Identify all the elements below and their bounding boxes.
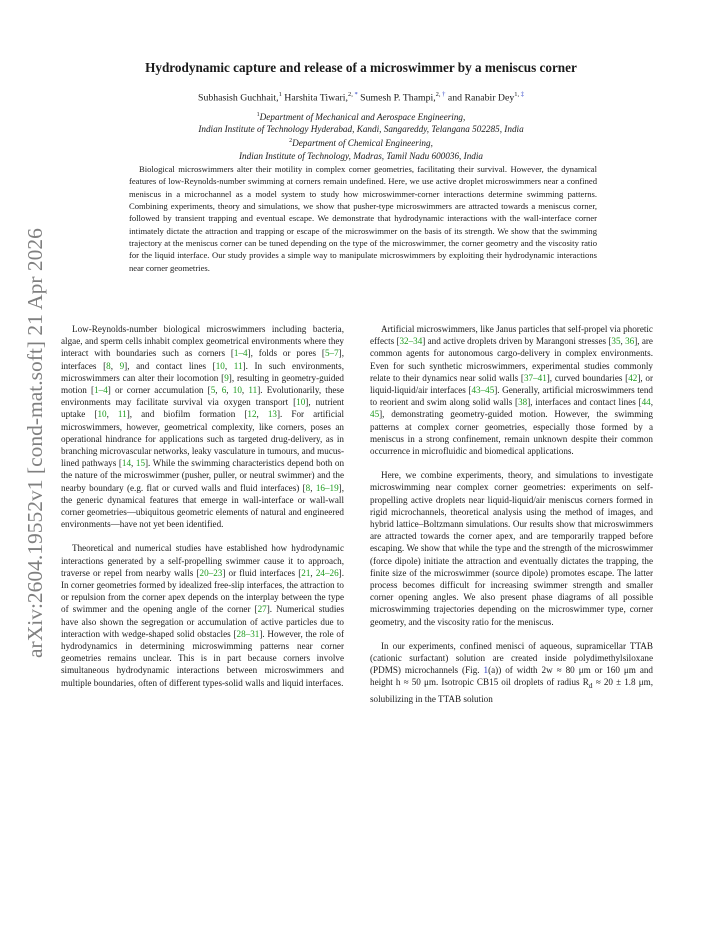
citation-link[interactable]: 9 (224, 372, 229, 383)
citation-link[interactable]: 12 (247, 409, 257, 420)
author-affiliation-marker: 2, * (347, 91, 358, 98)
citation-link[interactable]: 45 (370, 409, 380, 420)
author-name: and Ranabir Dey (447, 92, 515, 104)
citation-link[interactable]: 6 (221, 385, 227, 396)
figure-link[interactable]: 1 (483, 665, 489, 676)
arxiv-stamp-svg (14, 218, 50, 658)
author-list (60, 91, 662, 103)
citation-link[interactable]: 5–7 (324, 348, 339, 359)
author-name: Sumesh P. Thampi, (360, 92, 436, 104)
citation-link[interactable]: 21 (301, 567, 311, 578)
author-name: Harshita Tiwari, (284, 92, 348, 104)
citation-link[interactable]: 1–4 (233, 348, 248, 359)
citation-link[interactable]: 43–45 (471, 385, 495, 396)
citation-link[interactable]: 44 (641, 397, 651, 408)
author-affiliation-marker: 1 (278, 91, 282, 98)
citation-link[interactable]: 1–4 (94, 385, 108, 396)
citation-link[interactable]: 11 (117, 409, 127, 420)
citation-link[interactable]: 11 (233, 360, 243, 371)
citation-link[interactable]: 16–19 (315, 482, 339, 493)
citation-link[interactable]: 8 (305, 482, 311, 493)
corresponding-author-link[interactable]: ‡ (520, 91, 524, 98)
citation-link[interactable]: 13 (267, 409, 277, 420)
arxiv-identifier-stamp (14, 218, 50, 658)
body-paragraph: Here, we combine experiments, theory, and simulations to investigate microswimming near complex corner geometries: experiments on self-propelling active droplets near liquid-liquid/air meniscus corners formed in rigid microchannels, theoretical analysis using the method of images, and hybrid lattice–Boltzmann simulations. Our results show that microswimmers are attracted towards the corner apex, and are temporarily trapped before escaping. We show that while the type and the strength of the microswimmer (force dipole) initiate the attraction and eventually dictates the trapping, the finite size of the microswimmer (source dipole) promotes escape. The latter process becomes difficult for increasing swimmer strength and smaller corner opening angles. We also present phase diagrams of all possible microswimming trajectories depending on the microswimmer type, corner geometry, and the viscosity ratio for the meniscus. (370, 470, 653, 627)
citation-link[interactable]: 10 (296, 397, 306, 408)
citation-link[interactable]: 11 (248, 385, 258, 396)
affiliation-1-marker: 1 (256, 112, 260, 118)
corresponding-author-link[interactable]: * (354, 91, 358, 98)
affiliation-2-marker: 2 (289, 138, 293, 145)
corresponding-author-link[interactable]: † (442, 91, 446, 98)
citation-link[interactable]: 10 (232, 385, 242, 396)
citation-link[interactable]: 14 (121, 458, 132, 469)
citation-link[interactable]: 24–26 (315, 567, 339, 578)
citation-link[interactable]: 15 (135, 458, 145, 469)
affiliation-1-line-1 (60, 109, 662, 123)
citation-link[interactable]: 35 (611, 336, 621, 347)
affiliation-1-dept: Department of Mechanical and Aerospace Engineering, (259, 112, 466, 123)
citation-link[interactable]: 28–31 (236, 628, 260, 639)
citation-link[interactable]: 36 (625, 336, 635, 347)
citation-link[interactable]: 10 (97, 409, 107, 420)
arxiv-id-text: arXiv:2604.19552v1 [cond-mat.soft] 21 Apr 2026 (23, 228, 47, 658)
paper-title: Hydrodynamic capture and release of a microswimmer by a meniscus corner (145, 60, 577, 75)
citation-link[interactable]: 10 (215, 360, 225, 371)
subscript: d (588, 681, 593, 691)
body-paragraph: Low-Reynolds-number biological microswimmers including bacteria, algae, and sperm cells inhabit complex geometrical environments where they interact with boundaries such as corners [1–4], folds or pores [5–7], interfaces [8, 9], and contact lines [10, 11]. In such environments, microswimmers can alter their locomotion [9], resulting in geometry-guided motion [1–4] or corner accumulation [5, 6, 10, 11]. Evolutionarily, these environments may facilitate survival via oxygen transport [10], nutrient uptake [10, 11], and biofilm formation [12, 13]. For artificial microswimmers, however, geometrical complexity, like corners, poses an operational hindrance for applications such as targeted drug-delivery, as in branching microvascular networks, leaky vasculature in tumours, and mucus-lined pathways [14, 15]. While the swimming characteristics depend both on the nature of the microswimmer (pusher, puller, or neutral swimmer) and the nearby boundary (e.g. flat or curved walls and fluid interfaces) [8, 16–19], the generic dynamical features that emerge in wall-interface or wall-wall corner geometries—ubiquitous geometric elements of natural and engineered environments—have not yet been identified. (61, 324, 345, 530)
citation-link[interactable]: 27 (257, 604, 267, 615)
body-column-right (370, 323, 653, 717)
affiliation-1-line-2: Indian Institute of Technology Hyderabad, Kandi, Sangareddy, Telangana 502285, India (198, 124, 524, 135)
body-paragraph: In our experiments, confined menisci of aqueous, supramicellar TTAB (cationic surfactant) solution are created inside polydimethylsiloxane (PDMS) microchannels (Fig. 1(a)) of width 2w ≈ 80 μm or 160 μm and height h ≈ 50 μm. Isotropic CB15 oil droplets of radius $R_d \approx 20 \pm 1.8$ μm, solubilizing in the TTAB solution (370, 640, 653, 704)
affiliation-2-line-2: Indian Institute of Technology, Madras, Tamil Nadu 600036, India (238, 150, 484, 161)
author-affiliation-marker: 2, † (435, 91, 446, 98)
affiliations (60, 109, 662, 162)
citation-link[interactable]: 42 (628, 372, 638, 383)
citation-link[interactable]: 9 (119, 360, 125, 371)
body-column-left (61, 323, 344, 701)
citation-link[interactable]: 37–41 (523, 372, 547, 383)
affiliation-2-line-1 (60, 135, 662, 149)
citation-link[interactable]: 8 (106, 360, 111, 371)
citation-link[interactable]: 38 (518, 397, 528, 408)
abstract: Biological microswimmers alter their motility in complex corner geometries, facilitating their survival. However, the dynamical features of low-Reynolds-number swimming at corners remain undefined. Here, we use active droplet microswimmers near a confined meniscus in a microchannel as a model system to study how microswimmer-corner interactions determine swimming patterns. Combining experiments, theory and simulations, we show that pusher-type microswimmers are attracted towards a meniscus corner, followed by transient trapping and eventual escape. We demonstrate that hydrodynamic interactions with the wall-interface corner intimately dictate the attraction and trapping or escape of the microswimmer on the basis of its strength. We show that the swimming trajectory at the meniscus corner can be tuned depending on the type of the microswimmer, the corner geometry and the viscosity ratio for the liquid interface. Our study provides a simple way to manipulate microswimmers by exploiting their hydrodynamic interactions near corner geometries. (129, 164, 597, 273)
body-paragraph: Theoretical and numerical studies have established how hydrodynamic interactions generated by a self-propelling swimmer cause it to approach, traverse or repel from nearby walls [20–23] or fluid interfaces [21, 24–26]. In corner geometries formed by idealized free-slip interfaces, the attraction to or repulsion from the corner apex depends on the interplay between the type of swimmer and the opening angle of the corner [27]. Numerical studies have also shown the segregation or accumulation of active particles due to interaction with wedge-shaped solid obstacles [28–31]. However, the role of hydrodynamics in determining microswimming patterns near corner geometries remains unclear. This is in part because corners involve simultaneous hydrodynamic interactions between microswimmers and multiple boundaries, often of different types-solid walls and liquid interfaces. (61, 543, 344, 688)
author-affiliation-marker: 1, ‡ (514, 91, 524, 98)
citation-link[interactable]: 5 (210, 385, 216, 396)
body-paragraph: Artificial microswimmers, like Janus particles that self-propel via phoretic effects [32–34] and active droplets driven by Marangoni stresses [35, 36], are common agents for autonomous cargo-delivery in complex environments. Even for such synthetic microswimmers, experimental studies commonly relate to their dynamics near solid walls [37–41], curved boundaries [42], or liquid-liquid/air interfaces [43–45]. Generally, artificial microswimmers tend to reorient and swim along solid walls [38], interfaces and contact lines [44, 45], demonstrating geometry-guided motion. However, the swimming patterns at complex corner geometries, especially those formed by a meniscus in a strong confinement, remain unknown despite their common occurrence in microfluidic and biomedical applications. (370, 324, 653, 457)
author-name: Subhasish Guchhait, (198, 92, 279, 104)
citation-link[interactable]: 20–23 (199, 567, 223, 578)
affiliation-2-dept: Department of Chemical Engineering, (292, 138, 433, 149)
citation-link[interactable]: 32–34 (399, 336, 423, 347)
